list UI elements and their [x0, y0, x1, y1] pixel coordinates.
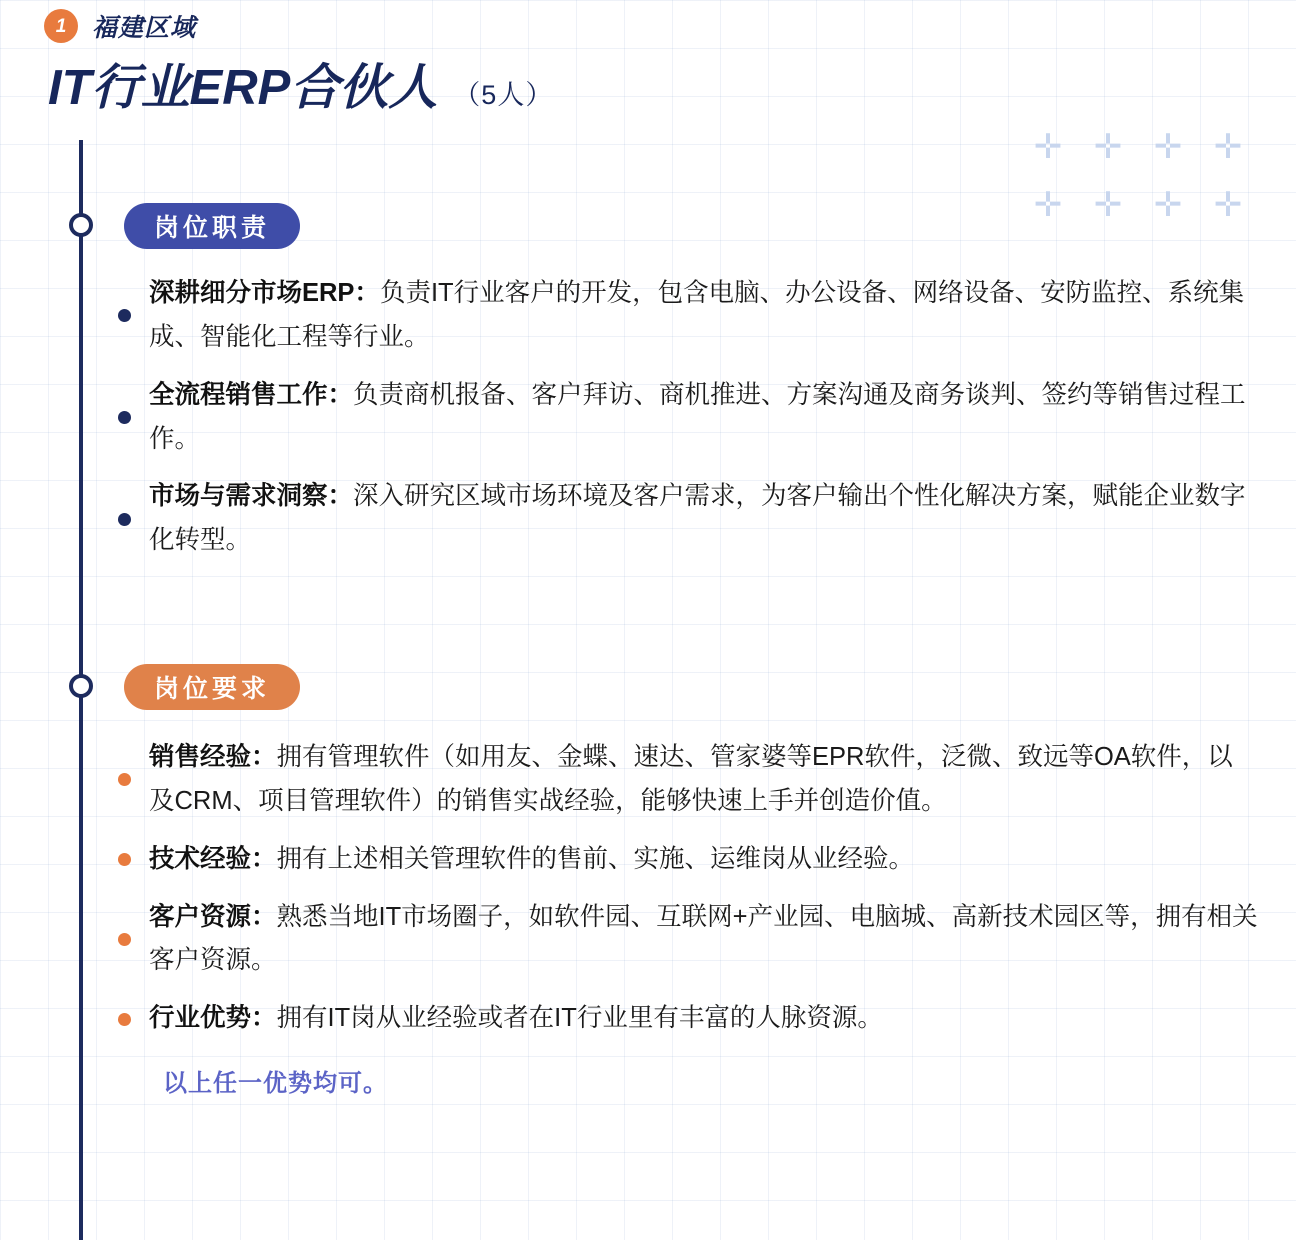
plus-icon: ✛ [1213, 186, 1243, 224]
list-item-text [149, 997, 883, 1041]
section-footnote: 以上任一优势均可。 [163, 1070, 388, 1098]
list-item-text [149, 475, 1258, 563]
list-item [118, 896, 1258, 984]
list-item-lead: 行业优势： [149, 1004, 277, 1033]
bullet-dot-icon [118, 853, 131, 866]
list-item-lead: 市场与需求洞察： [149, 482, 354, 511]
list-item-body: 拥有上述相关管理软件的售前、实施、运维岗从业经验。 [276, 844, 915, 873]
plus-icon: ✛ [1093, 186, 1123, 224]
section-pill-duties: 岗位职责 [124, 203, 300, 249]
duties-list [118, 272, 1258, 577]
list-item-body: 拥有IT岗从业经验或者在IT行业里有丰富的人脉资源。 [276, 1004, 883, 1033]
list-item-lead: 深耕细分市场ERP： [149, 279, 380, 307]
timeline-node-duties [69, 213, 93, 237]
list-item-body: 负责IT行业客户的开发，包含电脑、办公设备、网络设备、安防监控、系统集成、智能化工程等行业。 [149, 279, 1245, 351]
list-item [118, 374, 1258, 462]
list-item-text [149, 736, 1258, 824]
list-item-text [149, 272, 1258, 360]
requirements-list [118, 736, 1258, 1098]
bullet-dot-icon [118, 411, 131, 424]
headcount-label: （5人） [453, 80, 554, 110]
list-item-body: 深入研究区域市场环境及客户需求，为客户输出个性化解决方案，赋能企业数字化转型。 [149, 482, 1246, 555]
list-item-lead: 全流程销售工作： [149, 380, 354, 409]
bullet-dot-icon [118, 309, 131, 322]
list-item-lead: 客户资源： [149, 902, 277, 931]
list-item [118, 736, 1258, 824]
plus-icon: ✛ [1093, 128, 1123, 166]
section-number-badge: 1 [44, 9, 78, 43]
plus-icon: ✛ [1153, 128, 1183, 166]
list-item [118, 838, 1258, 882]
list-item-text [149, 374, 1258, 462]
list-item-body: 负责商机报备、客户拜访、商机推进、方案沟通及商务谈判、签约等销售过程工作。 [149, 380, 1246, 453]
section-pill-requirements: 岗位要求 [124, 664, 300, 710]
page-header [44, 8, 1224, 116]
title-line [48, 62, 1224, 116]
plus-icon: ✛ [1153, 186, 1183, 224]
bullet-dot-icon [118, 933, 131, 946]
plus-icon: ✛ [1033, 128, 1063, 166]
bullet-dot-icon [118, 773, 131, 786]
region-line [44, 8, 1224, 44]
plus-icon: ✛ [1033, 186, 1063, 224]
region-label: 福建区域 [92, 14, 197, 42]
plus-icon: ✛ [1213, 128, 1243, 166]
bullet-dot-icon [118, 513, 131, 526]
timeline-node-requirements [69, 674, 93, 698]
list-item-body: 熟悉当地IT市场圈子，如软件园、互联网+产业园、电脑城、高新技术园区等，拥有相关客户资源。 [149, 902, 1258, 975]
list-item-body: 拥有管理软件（如用友、金蝶、速达、管家婆等EPR软件，泛微、致远等OA软件，以及CRM、项目管理软件）的销售实战经验，能够快速上手并创造价值。 [149, 743, 1233, 815]
page-title: IT行业ERP合伙人 [48, 61, 438, 115]
bullet-dot-icon [118, 1013, 131, 1026]
list-item-lead: 销售经验： [149, 743, 277, 771]
list-item-lead: 技术经验： [149, 844, 277, 873]
plus-pattern-decoration [1018, 130, 1258, 246]
list-item [118, 272, 1258, 360]
list-item [118, 475, 1258, 563]
list-item [118, 997, 1258, 1041]
list-item-text [149, 838, 914, 882]
list-item-text [149, 896, 1258, 984]
